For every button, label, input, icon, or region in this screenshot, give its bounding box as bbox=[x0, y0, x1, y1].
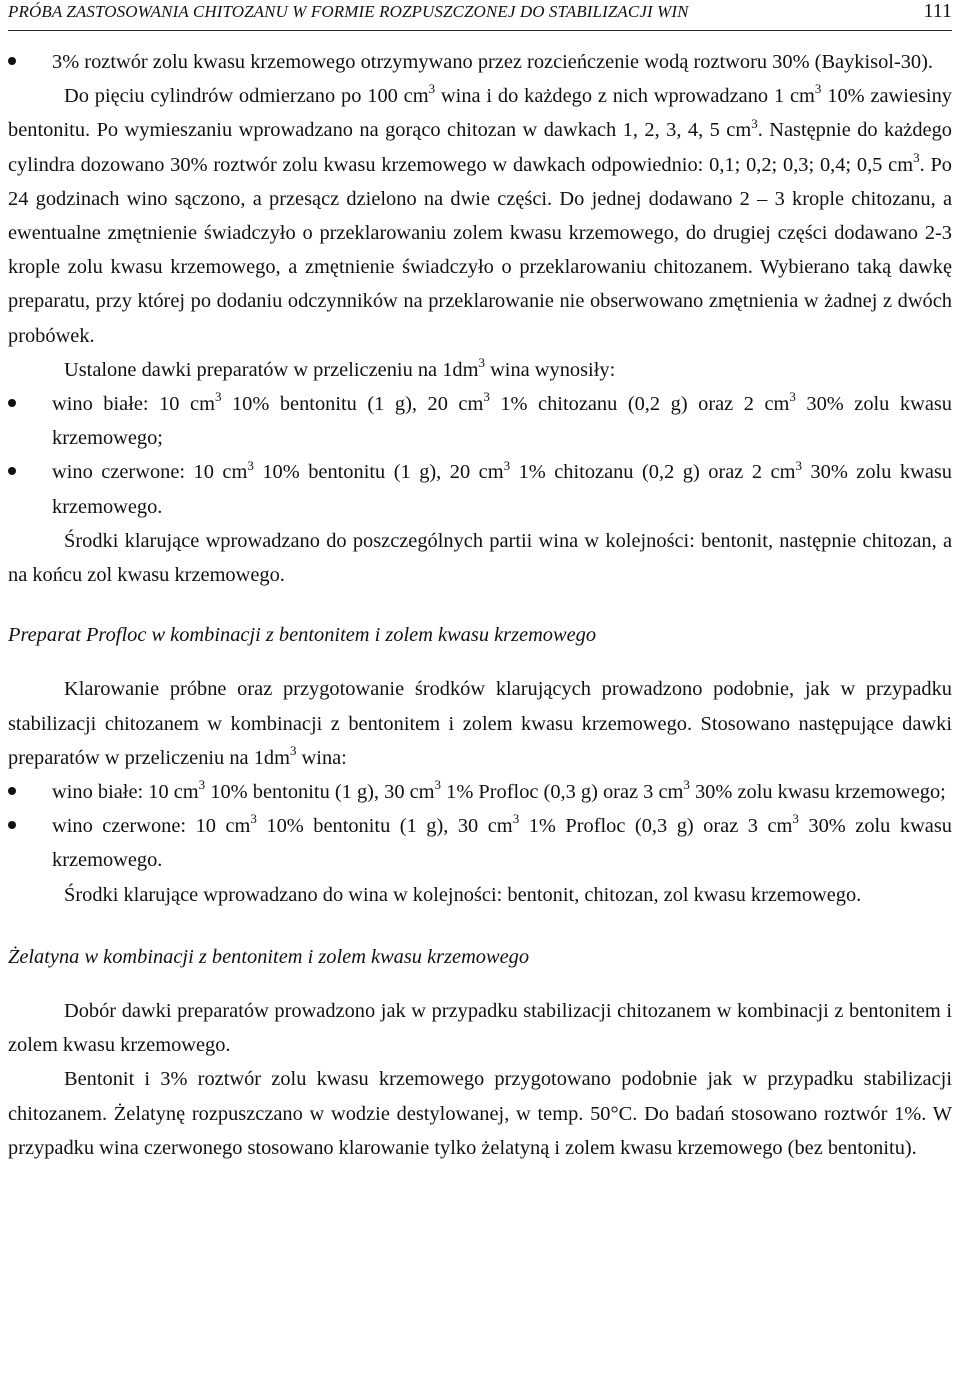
bullet-dot-icon bbox=[8, 787, 16, 795]
bullet-dot-icon bbox=[8, 399, 16, 407]
document-body bbox=[8, 45, 952, 1165]
paragraph: Ustalone dawki preparatów w przeliczeniu na $1dm^3$ wina wynosiły: bbox=[64, 355, 616, 381]
page-number: 111 bbox=[923, 0, 952, 22]
bullet-item: wino czerwone: 10 $cm^3$ 10% bentonitu (1 g), 30 $cm^3$ 1% Profloc (0,3 g) oraz 3 $cm^3$ 30% zolu kwasu krzemowego. bbox=[8, 809, 952, 877]
bullet-item: 3% roztwór zolu kwasu krzemowego otrzymywano przez rozcieńczenie wodą roztworu 30% (Baykisol-30). bbox=[8, 45, 952, 79]
section-heading: Żelatyna w kombinacji z bentonitem i zolem kwasu krzemowego bbox=[8, 945, 530, 968]
running-header bbox=[8, 0, 952, 31]
paragraph: Do pięciu cylindrów odmierzano po 100 $cm^3$ wina i do każdego z nich wprowadzano 1 $cm^3$ 10% zawiesiny bentonitu. Po wymieszaniu wprowadzano na gorąco chitozan w dawkach 1, 2, 3, 4, 5 $cm^3$. Następnie do każdego cylindra dozowano 30% roztwór zolu kwasu krzemowego w dawkach odpowiednio: 0,1; 0,2; 0,3; 0,4; 0,5 $cm^3$. Po 24 godzinach wino sączono, a przesącz dzielono na dwie części. Do jednej dodawano 2 – 3 krople chitozanu, a ewentualne zmętnienie świadczyło o przeklarowaniu zolem kwasu krzemowego, do drugiej części dodawano 2-3 krople zolu kwasu krzemowego, a zmętnienie świadczyło o przeklarowaniu chitozanem. Wybierano taką dawkę preparatu, przy której po dodaniu odczynników na przeklarowanie nie obserwowano zmętnienia w żadnej z dwóch probówek. bbox=[8, 81, 952, 347]
running-title: PRÓBA ZASTOSOWANIA CHITOZANU W FORMIE ROZPUSZCZONEJ DO STABILIZACJI WIN bbox=[8, 2, 689, 21]
bullet-item: wino białe: 10 $cm^3$ 10% bentonitu (1 g), 30 $cm^3$ 1% Profloc (0,3 g) oraz 3 $cm^3$ 30% zolu kwasu krzemowego; bbox=[8, 775, 952, 809]
paragraph: Dobór dawki preparatów prowadzono jak w przypadku stabilizacji chitozanem w kombinacji z bentonitem i zolem kwasu krzemowego. bbox=[8, 1000, 952, 1057]
bullet-dot-icon bbox=[8, 467, 16, 475]
paragraph: Bentonit i 3% roztwór zolu kwasu krzemowego przygotowano podobnie jak w przypadku stabilizacji chitozanem. Żelatynę rozpuszczano w wodzie destylowanej, w temp. 50°C. Do badań stosowano roztwór 1%. W przypadku wina czerwonego stosowano klarowanie tylko żelatyną i zolem kwasu krzemowego (bez bentonitu). bbox=[8, 1068, 952, 1159]
bullet-dot-icon bbox=[8, 821, 16, 829]
paragraph: Środki klarujące wprowadzano do poszczególnych partii wina w kolejności: bentonit, następnie chitozan, a na końcu zol kwasu krzemowego. bbox=[8, 529, 952, 587]
bullet-item: wino białe: 10 $cm^3$ 10% bentonitu (1 g), 20 $cm^3$ 1% chitozanu (0,2 g) oraz 2 $cm^3$ 30% zolu kwasu krzemowego; bbox=[8, 387, 952, 455]
bullet-item: wino czerwone: 10 $cm^3$ 10% bentonitu (1 g), 20 $cm^3$ 1% chitozanu (0,2 g) oraz 2 $cm^3$ 30% zolu kwasu krzemowego. bbox=[8, 455, 952, 523]
paragraph: Klarowanie próbne oraz przygotowanie środków klarujących prowadzono podobnie, jak w przypadku stabilizacji chitozanem w kombinacji z bentonitem i zolem kwasu krzemowego. Stosowano następujące dawki preparatów w przeliczeniu na $1dm^3$ wina: bbox=[8, 678, 952, 769]
section-heading: Preparat Profloc w kombinacji z bentonitem i zolem kwasu krzemowego bbox=[8, 624, 597, 647]
document-page bbox=[8, 0, 952, 1165]
paragraph: Środki klarujące wprowadzano do wina w kolejności: bentonit, chitozan, zol kwasu krzemowego. bbox=[64, 883, 862, 906]
bullet-dot-icon bbox=[8, 57, 16, 65]
